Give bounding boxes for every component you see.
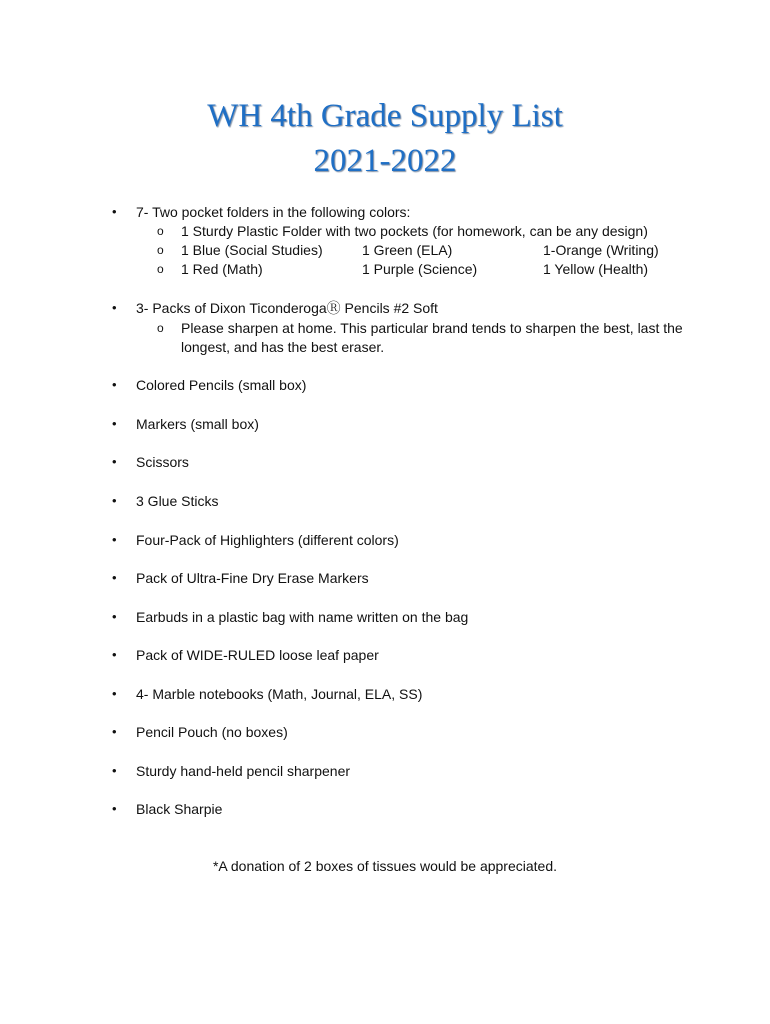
list-item-text: 4- Marble notebooks (Math, Journal, ELA, SS) [136, 686, 423, 702]
bullet-icon: • [112, 204, 117, 219]
bullet-icon: • [112, 801, 117, 816]
list-item-text: 3- Packs of Dixon TiconderogaⓇ Pencils #2 Soft [136, 300, 438, 316]
list-item-text: Colored Pencils (small box) [136, 377, 307, 393]
bullet-icon: • [112, 609, 117, 624]
bullet-icon: • [112, 570, 117, 585]
page-subtitle-year: 2021-2022 [313, 143, 457, 179]
list-item-text: Scissors [136, 454, 189, 470]
sub-bullet-icon: o [157, 262, 164, 276]
folder-color-cell: 1 Red (Math) [181, 261, 263, 277]
list-item-text: Pack of WIDE-RULED loose leaf paper [136, 647, 379, 663]
bullet-icon: • [112, 300, 117, 315]
bullet-icon: • [112, 763, 117, 778]
list-item-text: Four-Pack of Highlighters (different colors) [136, 532, 399, 548]
bullet-icon: • [112, 724, 117, 739]
sub-bullet-icon: o [157, 224, 164, 238]
folder-color-cell: 1 Green (ELA) [362, 242, 453, 258]
list-item-text: 3 Glue Sticks [136, 493, 219, 509]
bullet-icon: • [112, 532, 117, 547]
list-item-text: Earbuds in a plastic bag with name written on the bag [136, 609, 469, 625]
bullet-icon: • [112, 454, 117, 469]
sub-item-text: Please sharpen at home. This particular brand tends to sharpen the best, last the [181, 320, 683, 336]
list-item-text: Sturdy hand-held pencil sharpener [136, 763, 351, 779]
list-item-text: Markers (small box) [136, 416, 259, 432]
bullet-icon: • [112, 686, 117, 701]
page-title: WH 4th Grade Supply List [207, 98, 563, 134]
folder-color-cell: 1 Blue (Social Studies) [181, 242, 323, 258]
bullet-icon: • [112, 647, 117, 662]
folder-color-cell: 1 Yellow (Health) [543, 261, 649, 277]
bullet-icon: • [112, 416, 117, 431]
bullet-icon: • [112, 493, 117, 508]
sub-item-text: longest, and has the best eraser. [181, 339, 385, 355]
list-item-text: Black Sharpie [136, 801, 223, 817]
sub-bullet-icon: o [157, 321, 164, 335]
bullet-icon: • [112, 377, 117, 392]
footnote: *A donation of 2 boxes of tissues would be appreciated. [212, 858, 557, 874]
list-item-text: Pack of Ultra-Fine Dry Erase Markers [136, 570, 369, 586]
folder-color-cell: 1-Orange (Writing) [543, 242, 659, 258]
sub-bullet-icon: o [157, 243, 164, 257]
list-item-text: 7- Two pocket folders in the following colors: [136, 204, 411, 220]
list-item-text: Pencil Pouch (no boxes) [136, 724, 288, 740]
folder-color-cell: 1 Purple (Science) [362, 261, 478, 277]
sub-item-text: 1 Sturdy Plastic Folder with two pockets (for homework, can be any design) [181, 223, 648, 239]
